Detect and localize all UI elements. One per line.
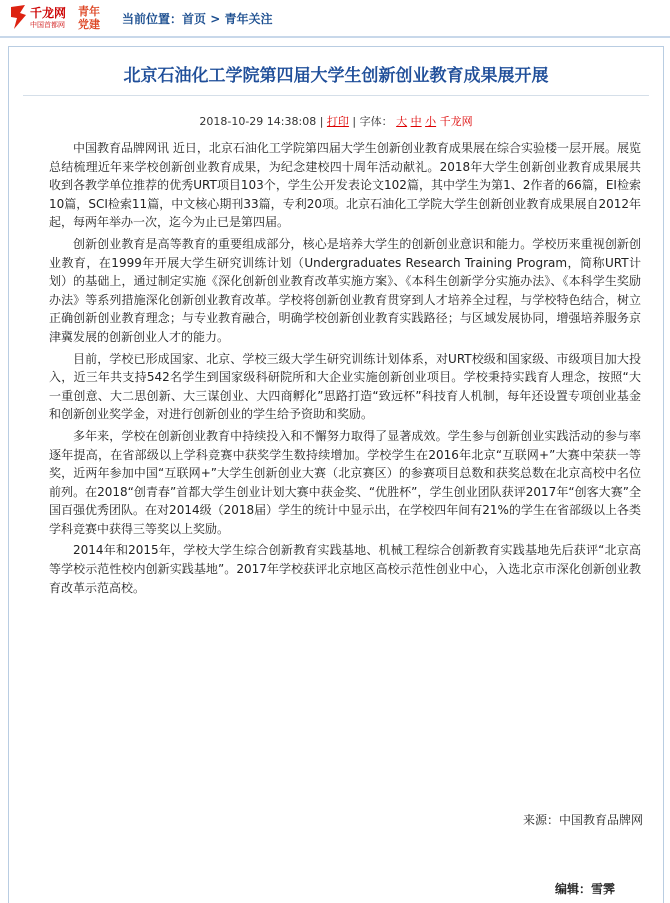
- paragraph: 目前，学校已形成国家、北京、学校三级大学生研究训练计划体系，对URT校级和国家级、市级项目加大投入，近三年共支持542名学生到国家级科研院所和大企业实施创新创业项目。学校秉持实践育人理念，按照“大一重创意、大二思创新、大三谋创业、大四商孵化”思路打造“致远杯”科技育人机制，每年还设置专项创业基金和创新创业奖学金，对进行创新创业的学生给予资助和奖励。: [49, 351, 641, 422]
- article-title: 北京石油化工学院第四届大学生创新创业教育成果展开展: [123, 66, 549, 86]
- dragon-logo-icon: [8, 3, 28, 31]
- font-size-label: 字体：: [359, 115, 393, 128]
- font-medium-link[interactable]: 中: [410, 115, 422, 128]
- breadcrumb-prefix: 当前位置：: [122, 12, 183, 26]
- slogan-badge: 青年党建: [78, 5, 100, 31]
- top-bar: [0, 0, 670, 38]
- font-large-link[interactable]: 大: [396, 115, 408, 128]
- meta-separator: |: [316, 115, 327, 128]
- paragraph: 创新创业教育是高等教育的重要组成部分，核心是培养大学生的创新创业意识和能力。学校历来重视创新创业教育，在1999年开展大学生研究训练计划（Undergraduates Research Training Program，简称URT计划）的基础上，通过制定实施《深化创新创业教育改革实施方案》、《本科生创新学分实施办法》、《本科学生奖励办法》等系列措施深化创新创业教育改革。学校将创新创业教育贯穿到人才培养全过程，与学校特色结合，树立正确创新创业教育理念；与专业教育融合，明确学校创新创业教育实践路径；与区域发展协同，增强培养服务京津冀发展的创新创业人才的能力。: [49, 236, 641, 344]
- breadcrumb-home-link[interactable]: 首页: [182, 12, 207, 26]
- article-source: 来源：中国教育品牌网: [522, 813, 643, 827]
- breadcrumb-separator: >: [206, 12, 225, 26]
- meta-separator: |: [348, 115, 360, 128]
- site-name: 千龙网: [439, 115, 473, 128]
- title-divider: [23, 95, 649, 96]
- article-meta: [9, 113, 663, 129]
- article-panel: [8, 46, 664, 903]
- font-small-link[interactable]: 小: [425, 115, 437, 128]
- article-editor: 编辑：雪霁: [554, 882, 615, 896]
- paragraph: 多年来，学校在创新创业教育中持续投入和不懈努力取得了显著成效。学生参与创新创业实践活动的参与率逐年提高，在省部级以上学科竞赛中获奖学生数持续增加。学校学生在2016年北京“互联网+”大赛中荣获一等奖，近两年参加中国“互联网+”大学生创新创业大赛（北京赛区）的参赛项目总数和获奖总数在北京高校中名位前列。在2018“创青春”首都大学生创业计划大赛中获金奖、“优胜杯”，学生创业团队获评2017年“创客大赛”全国百强优秀团队。在对2014级（2018届）学生的统计中显示出，在学校四年间有21%的学生在省部级以上各类学科竞赛中获得三等奖以上奖励。: [49, 428, 641, 536]
- paragraph: 中国教育品牌网讯 近日，北京石油化工学院第四届大学生创新创业教育成果展在综合实验楼一层开展。展览总结梳理近年来学校创新创业教育成果，为纪念建校四十周年活动献礼。2018年大学生创新创业教育成果展共收到各教学单位推荐的优秀URT项目103个，学生公开发表论文102篇，其中学生为第1、2作者的66篇，EI检索10篇，SCI检索11篇，中文核心期刊33篇，专利20项。北京石油化工学院大学生创新创业教育成果展自2012年起，每两年举办一次，迄今为止已是第四届。: [49, 141, 641, 230]
- logo-brand-text: 千龙网: [30, 6, 67, 20]
- site-logo[interactable]: [8, 3, 118, 33]
- publish-datetime: 2018-10-29 14:38:08: [199, 115, 317, 128]
- breadcrumb-section-link[interactable]: 青年关注: [224, 12, 273, 26]
- print-link[interactable]: 打印: [326, 115, 349, 128]
- paragraph: 2014年和2015年，学校大学生综合创新教育实践基地、机械工程综合创新教育实践基地先后获评“北京高等学校示范性校内创新实践基地”。2017年学校获评北京地区高校示范性创业中心，入选北京市深化创新创业教育改革示范高校。: [49, 543, 641, 595]
- logo-subtitle: 中国首都网: [30, 21, 65, 29]
- breadcrumb: [122, 10, 272, 27]
- article-body: [49, 139, 641, 600]
